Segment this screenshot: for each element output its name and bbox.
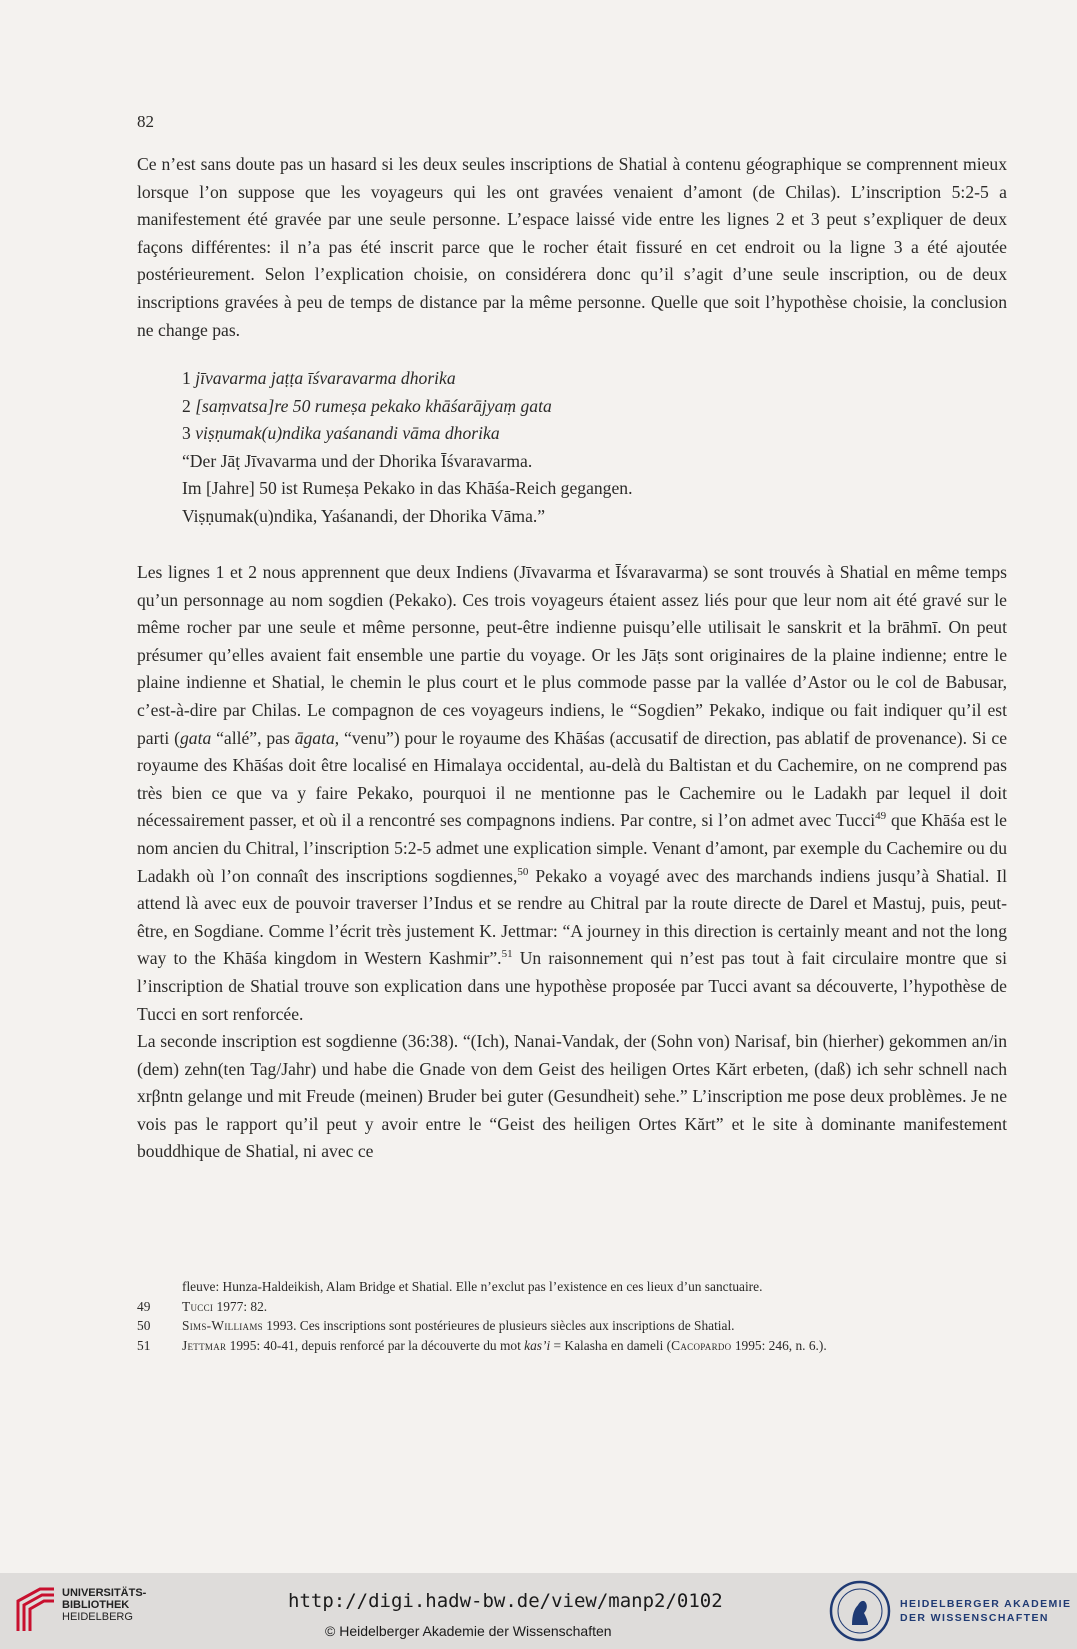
inscription-line-1	[182, 365, 982, 393]
page-number: 82	[137, 112, 154, 131]
copyright-notice: © Heidelberger Akademie der Wissenschaften	[325, 1623, 612, 1639]
inscription-line-3	[182, 420, 982, 448]
line-number: 1	[182, 368, 196, 388]
term-gata: gata	[179, 727, 212, 748]
footnote-term: kas’i	[524, 1337, 551, 1353]
translation-line-3: Viṣṇumak(u)ndika, Yaśanandi, der Dhorika Vāma.”	[182, 505, 546, 526]
footnote-number: 50	[137, 1318, 151, 1334]
footnote-51: 51 Jettmar 1995: 40-41, depuis renforcé par la découverte du mot kas’i = Kalasha en dameli (Cacopardo 1995: 246, n. 6.).	[137, 1336, 1017, 1356]
footnote-ref-51[interactable]: 51	[501, 948, 513, 961]
footnote-author: Cacopardo	[671, 1337, 732, 1353]
inscription-line-2	[182, 393, 982, 421]
line-number: 2	[182, 395, 196, 416]
academy-seal-icon	[828, 1579, 892, 1643]
body-text	[137, 559, 1007, 1166]
footnote-ref-50[interactable]: 50	[517, 865, 529, 878]
footnote-author: Sims-Williams	[182, 1318, 263, 1334]
footnote-number: 51	[137, 1337, 151, 1353]
translation-line-2: Im [Jahre] 50 ist Rumeṣa Pekako in das Khāśa-Reich gegangen.	[182, 478, 633, 498]
university-library-logo-icon	[10, 1581, 62, 1639]
academy-name: HEIDELBERGER AKADEMIE DER WISSENSCHAFTEN	[900, 1598, 1072, 1624]
paragraph-1-text: Ce n’est sans doute pas un hasard si les deux seules inscriptions de Shatial à contenu géographique se comprennent mieux lorsque l’on suppose que les voyageurs qui les ont gravées venaient d’amont (de Chilas). L’inscription 5:2-5 a manifestement été gravée par une seule personne. L’espace laissé vide entre les lignes 2 et 3 peut s’expliquer de deux façons différentes: il n’a pas été inscrit parce que le rocher était fissuré en cet endroit ou la ligne 3 a été ajoutée postérieurement. Selon l’explication choisie, on considérera donc qu’il s’agit d’une seule inscription, ou de deux inscriptions gravées à peu de temps de distance par la même personne. Quelle que soit l’hypothèse choisie, la conclusion ne change pas.	[137, 154, 1007, 340]
footnote-continuation: fleuve: Hunza-Haldeikish, Alam Bridge et Shatial. Elle n’exclut pas l’existence en ces lieux d’un sanctuaire.	[182, 1279, 763, 1294]
university-library-name: UNIVERSITÄTS- BIBLIOTHEK HEIDELBERG	[62, 1587, 147, 1623]
inscription-text: viṣṇumak(u)ndika yaśanandi vāma dhorika	[195, 423, 500, 443]
paragraph-2: Les lignes 1 et 2 nous apprennent que deux Indiens (Jīvavarma et Īśvaravarma) se sont trouvés à Shatial en même temps qu’un personnage au nom sogdien (Pekako). Ces trois voyageurs étaient assez liés pour que leur nom ait été gravé sur le même rocher par une seule et même personne, peut-être indienne puisqu’elle utilisait le sanskrit et la brāhmī. On peut présumer qu’elles avaient fait ensemble une partie du voyage. Or les Jāṭs sont originaires de la plaine indienne; entre le plaine indienne et Shatial, le chemin le plus court et le plus commode passe par la vallée d’Astor ou le col de Babusar, c’est-à-dire par Chilas. Le compagnon de ces voyageurs indiens, le “Sogdien” Pekako, indique ou fait indiquer qu’il est parti (gata “allé”, pas āgata, “venu”) pour le royaume des Khāśas (accusatif de direction, pas ablatif de provenance). Si ce royaume des Khāśas doit être localisé en Himalaya occidental, au-delà du Baltistan et du Cachemire, on ne comprend pas très bien ce que va y faire Pekako, pourquoi il ne mentionne pas le Cachemire ou le Ladakh par lequel il doit nécessairement passer, et où il a rencontré ses compagnons indiens. Par contre, si l’on admet avec Tucci$^{49}$ que Khāśa est le nom ancien du Chitral, l’inscription 5:2-5 admet une explication simple. Venant d’amont, par exemple du Cachemire ou du Ladakh où l’on connaît des inscriptions sogdiennes,$^{50}$ Pekako a voyagé avec des marchands indiens jusqu’à Shatial. Il attend là avec eux de pouvoir traverser l’Indus et se rendre au Chitral par la route directe de Darel et Mastuj, puis, peut-être, en Sogdiane. Comme l’écrit très justement K. Jettmar: “A journey in this direction is certainly meant and not the long way to the Khāśa kingdom in Western Kashmir”.$^{51}$ Un raisonnement qui n’est pas tout à fait circulaire montre que si l’inscription de Shatial trouve son explication dans une hypothèse proposée par Tucci avant sa découverte, l’hypothèse de Tucci en sort renforcée.	[137, 562, 1007, 1024]
inscription-block	[182, 365, 982, 530]
footnote-ref-49[interactable]: 49	[875, 810, 887, 823]
footnote-author: Jettmar	[182, 1337, 227, 1353]
footnote-number: 49	[137, 1298, 151, 1314]
footnote-49: 49 Tucci 1977: 82.	[137, 1297, 1017, 1317]
viewer-footer	[0, 1573, 1077, 1649]
line-number: 3	[182, 423, 196, 443]
footnote-author: Tucci	[182, 1298, 214, 1314]
footnote-50: 50 Sims-Williams 1993. Ces inscriptions sont postérieures de plusieurs siècles aux inscriptions de Shatial.	[137, 1316, 1017, 1336]
paragraph-1	[137, 151, 1007, 344]
term-agata: āgata	[294, 727, 335, 748]
footnotes	[137, 1277, 1017, 1355]
permalink-url[interactable]: http://digi.hadw-bw.de/view/manp2/0102	[288, 1590, 723, 1612]
inscription-text: jīvavarma jaṭṭa īśvaravarma dhorika	[195, 368, 456, 388]
inscription-text: [saṃvatsa]re 50 rumeṣa pekako khāśarājyaṃ gata	[195, 395, 552, 416]
paragraph-3: La seconde inscription est sogdienne (36:38). “(Ich), Nanai-Vandak, der (Sohn von) Narisaf, bin (hierher) gekommen an/in (dem) zehn(ten Tag/Jahr) und habe die Gnade von dem Geist des heiligen Ortes Kărt erbeten, (daß) ich sehr schnell nach xrβntn gelange und mit Freude (meinen) Bruder bei guter (Gesundheit) sehe.” L’inscription me pose deux problèmes. Je ne vois pas le rapport qu’il peut y avoir entre le “Geist des heiligen Ortes Kărt” et le site à dominante manifestement bouddhique de Shatial, ni avec ce	[137, 1031, 1007, 1162]
translation-line-1: “Der Jāṭ Jīvavarma und der Dhorika Īśvaravarma.	[182, 450, 533, 471]
